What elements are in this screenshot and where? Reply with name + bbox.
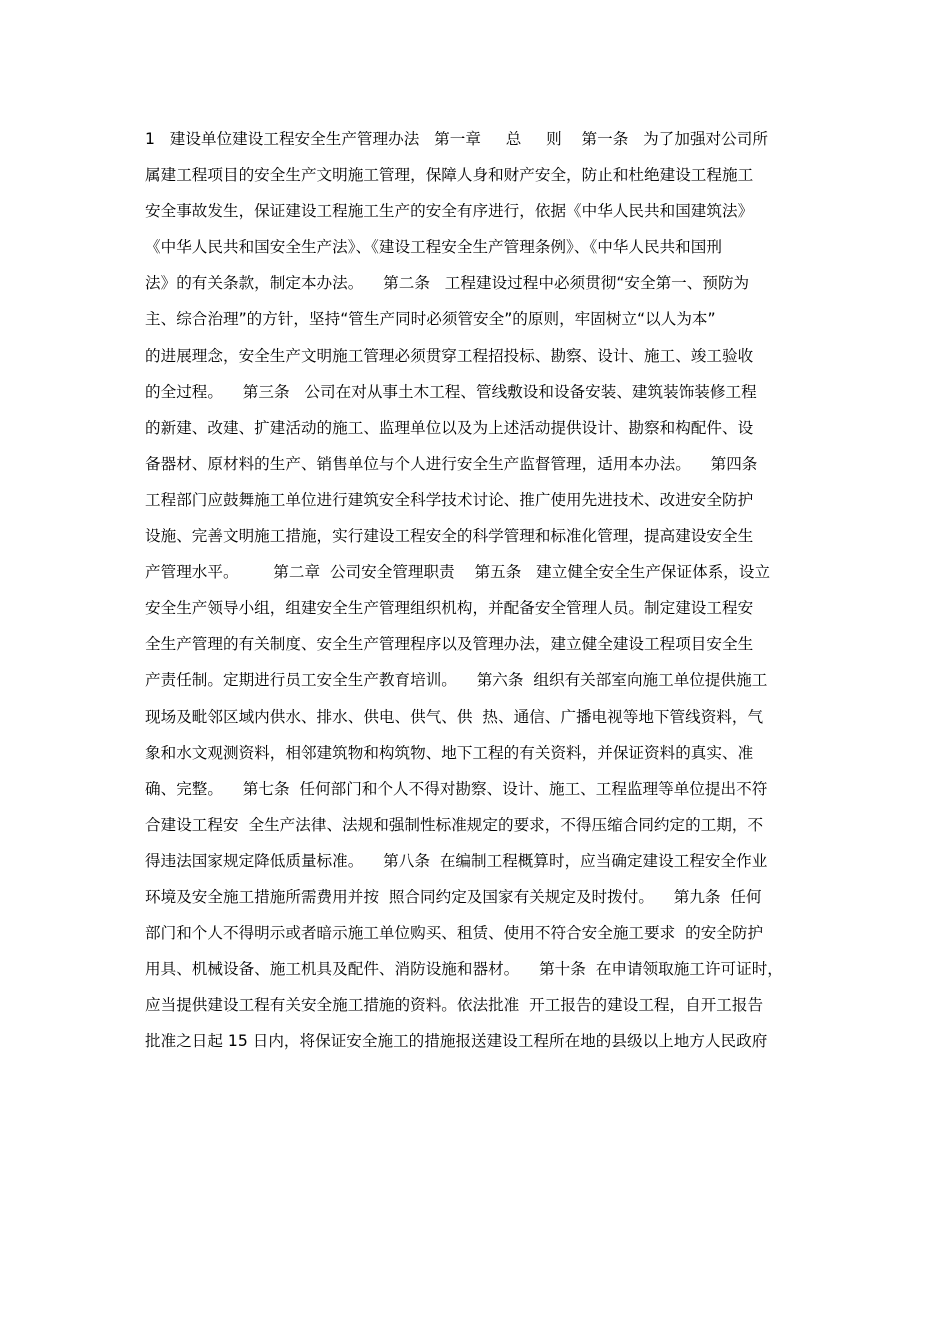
text-line: 环境及安全施工措施所需费用并按 照合同约定及国家有关规定及时拨付。 第九条 任何 [145, 887, 762, 906]
text-line: 的进展理念，安全生产文明施工管理必须贯穿工程招投标、勘察、设计、施工、竣工验收 [145, 346, 754, 365]
text-line: 1 建设单位建设工程安全生产管理办法 第一章 总 则 第一条 为了加强对公司所 [145, 130, 768, 148]
text-line: 部门和个人不得明示或者暗示施工单位购买、租赁、使用不符合安全施工要求 的安全防护 [145, 924, 764, 943]
text-line: 的新建、改建、扩建活动的施工、监理单位以及为上述活动提供设计、勘察和构配件、设 [145, 418, 754, 437]
text-line: 工程部门应鼓舞施工单位进行建筑安全科学技术讨论、推广使用先进技术、改进安全防护 [145, 490, 754, 509]
text-line: 确、完整。 第七条 任何部门和个人不得对勘察、设计、施工、工程监理等单位提出不符 [145, 779, 768, 798]
text-line: 安全事故发生，保证建设工程施工生产的安全有序进行，依据《中华人民共和国建筑法》 [145, 202, 754, 221]
text-line: 《中华人民共和国安全生产法》、《建设工程安全生产管理条例》、《中华人民共和国刑 [145, 238, 722, 257]
text-line: 应当提供建设工程有关安全施工措施的资料。依法批准 开工报告的建设工程，自开工报告 [145, 996, 764, 1015]
text-line: 安全生产领导小组，组建安全生产管理组织机构，并配备安全管理人员。制定建设工程安 [145, 599, 754, 618]
text-line: 象和水文观测资料，相邻建筑物和构筑物、地下工程的有关资料，并保证资料的真实、准 [145, 743, 754, 762]
text-line: 产管理水平。 第二章 公司安全管理职责 第五条 建立健全安全生产保证体系，设立 [145, 563, 771, 582]
text-line: 法》的有关条款，制定本办法。 第二条 工程建设过程中必须贯彻“安全第一、预防为 [145, 274, 750, 293]
text-line: 合建设工程安 全生产法律、法规和强制性标准规定的要求，不得压缩合同约定的工期，不 [145, 815, 764, 834]
text-line: 现场及毗邻区域内供水、排水、供电、供气、供 热、通信、广播电视等地下管线资料，气 [145, 707, 764, 726]
text-line: 备器材、原材料的生产、销售单位与个人进行安全生产监督管理，适用本办法。 第四条 [145, 454, 758, 473]
text-line: 的全过程。 第三条 公司在对从事土木工程、管线敷设和设备安装、建筑装饰装修工程 [145, 382, 757, 401]
text-line: 属建工程项目的安全生产文明施工管理，保障人身和财产安全，防止和杜绝建设工程施工 [145, 166, 754, 185]
text-line: 设施、完善文明施工措施，实行建设工程安全的科学管理和标准化管理，提高建设安全生 [145, 527, 754, 546]
text-line: 得违法国家规定降低质量标准。 第八条 在编制工程概算时，应当确定建设工程安全作业 [145, 851, 768, 870]
document-body [145, 121, 815, 1059]
text-line: 全生产管理的有关制度、安全生产管理程序以及管理办法，建立健全建设工程项目安全生 [145, 635, 754, 654]
text-line: 主、综合治理”的方针，坚持“管生产同时必须管安全”的原则，牢固树立“以人为本” [145, 310, 716, 329]
text-line: 批准之日起 15 日内，将保证安全施工的措施报送建设工程所在地的县级以上地方人民政府 [145, 1032, 768, 1051]
text-line: 用具、机械设备、施工机具及配件、消防设施和器材。 第十条 在申请领取施工许可证时， [145, 960, 783, 979]
text-line: 产责任制。定期进行员工安全生产教育培训。 第六条 组织有关部室向施工单位提供施工 [145, 671, 768, 690]
